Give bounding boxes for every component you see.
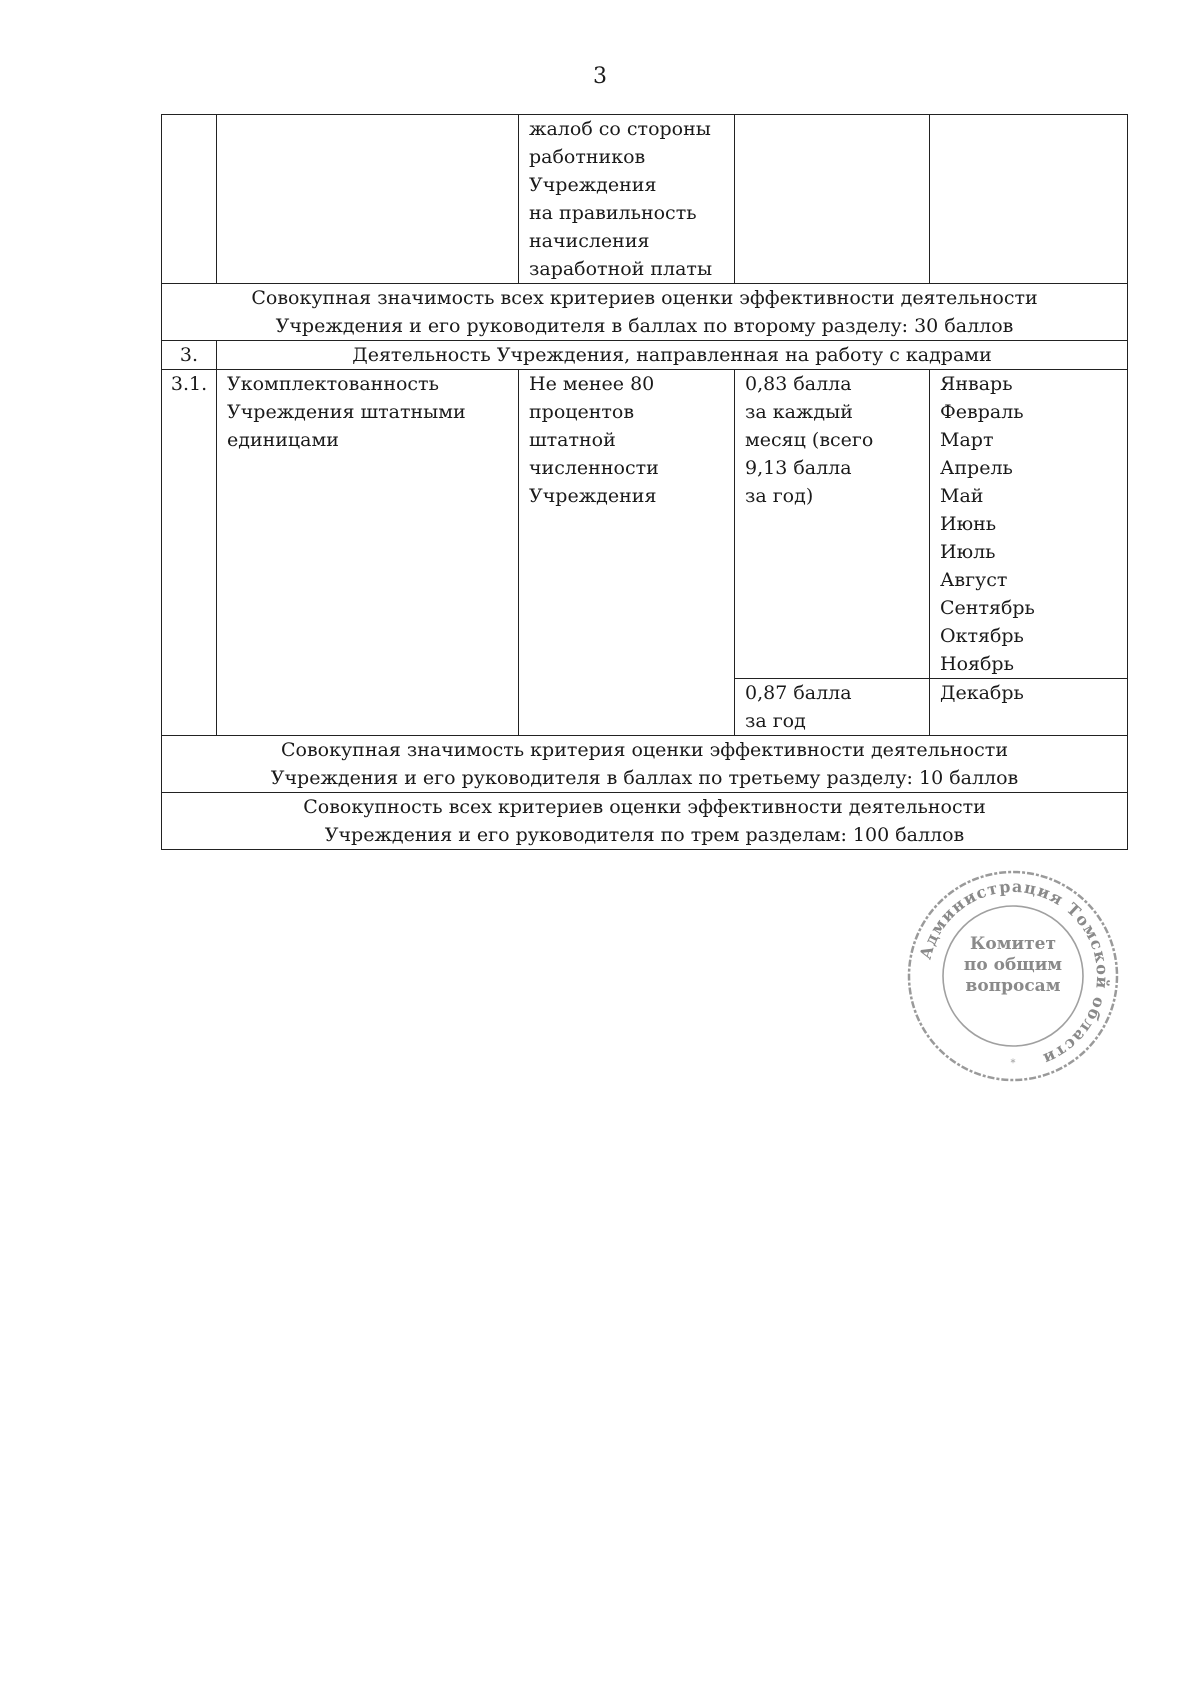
text-line: 0,83 балла <box>745 373 852 395</box>
cell-condition-complaints <box>519 115 735 284</box>
text-line: работников <box>529 146 646 168</box>
stamp-line: по общим <box>963 955 1063 975</box>
row-3-1-month-december <box>930 679 1128 736</box>
text-line: Учреждения штатными <box>227 401 466 423</box>
text-line: Учреждения <box>529 485 657 507</box>
cell-period-empty <box>930 115 1128 284</box>
text-line: процентов <box>529 401 635 423</box>
official-stamp <box>903 866 1123 1086</box>
page-number: 3 <box>593 64 607 89</box>
stamp-line: Комитет <box>969 934 1057 954</box>
row-3-1-number: 3.1. <box>162 370 217 736</box>
text-line: Учреждения и его руководителя в баллах по второму разделу: 30 баллов <box>275 315 1014 337</box>
row-3-1-criterion <box>217 370 519 736</box>
table-row-grand-total <box>162 793 1128 850</box>
table-row-section3-total <box>162 736 1128 793</box>
text-line: Совокупность всех критериев оценки эффективности деятельности <box>303 796 986 818</box>
month-may: Май <box>940 485 984 507</box>
month-march: Март <box>940 429 994 451</box>
month-october: Октябрь <box>940 625 1024 647</box>
table-row-section2-total <box>162 284 1128 341</box>
text-line: 0,87 балла <box>745 682 852 704</box>
row-3-1-points-monthly <box>735 370 930 679</box>
text-line: за год <box>745 710 806 732</box>
text-line: штатной <box>529 429 616 451</box>
text-line: за каждый <box>745 401 853 423</box>
text-line: заработной платы <box>529 258 713 280</box>
row-3-1-months <box>930 370 1128 679</box>
text-line: за год) <box>745 485 814 507</box>
table-row-3-1 <box>162 370 1128 679</box>
text-line: месяц (всего <box>745 429 874 451</box>
grand-total-cell <box>162 793 1128 850</box>
month-february: Февраль <box>940 401 1024 423</box>
table-row-continuation <box>162 115 1128 284</box>
cell-num-empty <box>162 115 217 284</box>
row-3-1-points-december <box>735 679 930 736</box>
month-july: Июль <box>940 541 996 563</box>
text-line: Учреждения и его руководителя по трем разделам: 100 баллов <box>324 824 965 846</box>
month-november: Ноябрь <box>940 653 1014 675</box>
text-line: Укомплектованность <box>227 373 439 395</box>
text-line: Учреждения и его руководителя в баллах по третьему разделу: 10 баллов <box>270 767 1019 789</box>
text-line: на правильность <box>529 202 697 224</box>
table-row-section3-header <box>162 341 1128 370</box>
stamp-center-text <box>903 934 1123 997</box>
text-line: Совокупная значимость критерия оценки эффективности деятельности <box>281 739 1008 761</box>
text-line: численности <box>529 457 659 479</box>
month-june: Июнь <box>940 513 997 535</box>
month-september: Сентябрь <box>940 597 1035 619</box>
text-line: жалоб со стороны <box>529 118 711 140</box>
text-line: Не менее 80 <box>529 373 655 395</box>
svg-text:*: * <box>1010 1058 1016 1069</box>
text-line: Совокупная значимость всех критериев оценки эффективности деятельности <box>251 287 1038 309</box>
section3-total-cell <box>162 736 1128 793</box>
section3-title: Деятельность Учреждения, направленная на работу с кадрами <box>217 341 1128 370</box>
stamp-line: вопросам <box>965 976 1061 996</box>
text-line: начисления <box>529 230 650 252</box>
cell-criterion-empty <box>217 115 519 284</box>
text-line: 9,13 балла <box>745 457 852 479</box>
text-line: единицами <box>227 429 339 451</box>
criteria-table <box>161 114 1128 850</box>
text-line: Учреждения <box>529 174 657 196</box>
month-august: Август <box>940 569 1008 591</box>
month-april: Апрель <box>940 457 1013 479</box>
stamp-ring-text: Администрация Томской области <box>915 876 1113 1070</box>
month-december: Декабрь <box>940 682 1024 704</box>
row-3-1-condition <box>519 370 735 736</box>
section2-total-cell <box>162 284 1128 341</box>
cell-points-empty <box>735 115 930 284</box>
section3-number: 3. <box>162 341 217 370</box>
month-january: Январь <box>940 373 1013 395</box>
